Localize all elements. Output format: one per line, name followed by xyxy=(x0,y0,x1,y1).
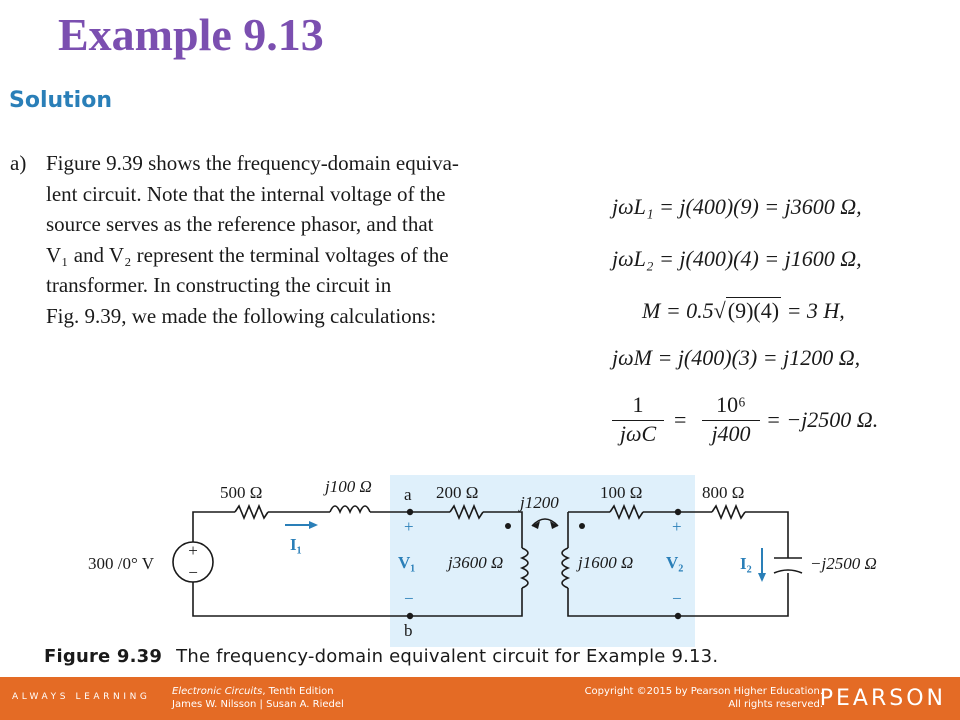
paragraph-line-6: Fig. 9.39, we made the following calculations: xyxy=(46,303,437,328)
sqrt-icon: √ xyxy=(713,298,726,323)
equation-m-right: = 3 H, xyxy=(786,298,845,323)
footer-copyright-line: Copyright ©2015 by Pearson Higher Education. xyxy=(584,686,823,697)
terminal-right-bottom-dot xyxy=(675,613,681,619)
capacitor-plate-bottom xyxy=(774,570,802,573)
equation-m-left: M = 0.5 xyxy=(642,298,714,323)
label-node-b: b xyxy=(404,621,413,640)
label-r-500: 500 Ω xyxy=(220,483,263,502)
label-r-800: 800 Ω xyxy=(702,483,745,502)
label-i1: I₁ xyxy=(290,535,302,554)
equation-jwm: jωM = j(400)(3) = j1200 Ω, xyxy=(612,345,861,370)
paragraph-line-4: V₁ and V₂ represent the terminal voltages of the xyxy=(46,242,449,267)
source-plus: + xyxy=(188,541,198,560)
footer-authors: James W. Nilsson | Susan A. Riedel xyxy=(172,699,344,710)
footer-bar xyxy=(0,677,960,720)
equation-capacitor-result: = −j2500 Ω. xyxy=(766,407,879,432)
label-v1: V₁ xyxy=(398,553,416,572)
polarity-dot-secondary xyxy=(579,523,585,529)
circuit-diagram xyxy=(60,470,900,650)
polarity-dot-primary xyxy=(505,523,511,529)
label-v1-minus: − xyxy=(404,589,414,608)
fraction-2-numerator: 10⁶ xyxy=(716,392,746,417)
label-v2: V₂ xyxy=(666,553,684,572)
footer-rights-line: All rights reserved. xyxy=(728,699,823,710)
paragraph-line-2: lent circuit. Note that the internal voltage of the xyxy=(46,181,446,206)
footer-tagline: ALWAYS LEARNING xyxy=(12,692,151,702)
label-capacitor: −j2500 Ω xyxy=(810,554,877,573)
current-i1-arrowhead xyxy=(309,521,318,529)
label-inductor-j1600: j1600 Ω xyxy=(578,553,634,572)
caption-label: Figure 9.39 xyxy=(44,646,163,667)
current-i2-arrowhead xyxy=(758,573,766,582)
figure-caption xyxy=(44,646,718,667)
label-node-a: a xyxy=(404,485,412,504)
inductor-j100 xyxy=(330,506,370,512)
caption-text: The frequency-domain equivalent circuit for Example 9.13. xyxy=(176,646,719,667)
label-i2: I₂ xyxy=(740,554,752,573)
footer-book-title: Electronic Circuits xyxy=(172,686,263,697)
fraction-1-numerator: 1 xyxy=(632,392,644,417)
label-v2-plus: + xyxy=(672,517,682,536)
paragraph-line-3: source serves as the reference phasor, and that xyxy=(46,212,434,236)
label-source: 300 /0° V xyxy=(88,554,154,573)
terminal-b-dot xyxy=(407,613,413,619)
part-label: a) xyxy=(10,151,27,175)
paragraph-line-5: transformer. In constructing the circuit in xyxy=(46,273,392,297)
terminal-a-dot xyxy=(407,509,413,515)
label-mutual-j1200: j1200 xyxy=(520,493,559,512)
label-v1-plus: + xyxy=(404,517,414,536)
section-heading: Solution xyxy=(9,88,112,113)
footer-book-info xyxy=(172,685,344,711)
equals-sign: = xyxy=(674,407,687,432)
source-minus: − xyxy=(188,563,198,582)
resistor-800 xyxy=(712,506,745,518)
label-inductor-j3600: j3600 Ω xyxy=(448,553,504,572)
footer-book-edition: , Tenth Edition xyxy=(262,686,334,697)
label-r-200: 200 Ω xyxy=(436,483,479,502)
label-v2-minus: − xyxy=(672,589,682,608)
fraction-2-denominator: j400 xyxy=(702,420,760,447)
equation-mutual-inductance xyxy=(642,298,845,324)
label-r-100: 100 Ω xyxy=(600,483,643,502)
resistor-500 xyxy=(235,506,268,518)
label-l-j100: j100 Ω xyxy=(325,477,372,496)
paragraph-line-1: Figure 9.39 shows the frequency-domain equiva- xyxy=(46,151,459,175)
terminal-right-top-dot xyxy=(675,509,681,515)
pearson-logo: PEARSON xyxy=(819,686,946,711)
footer-copyright xyxy=(585,685,823,711)
slide-title: Example 9.13 xyxy=(58,9,324,60)
equation-m-radicand: (9)(4) xyxy=(727,298,780,323)
equation-jwl1: jωL₁ = j(400)(9) = j3600 Ω, xyxy=(612,194,862,219)
equation-jwl2: jωL₂ = j(400)(4) = j1600 Ω, xyxy=(612,246,862,271)
fraction-1-denominator: jωC xyxy=(612,420,664,447)
